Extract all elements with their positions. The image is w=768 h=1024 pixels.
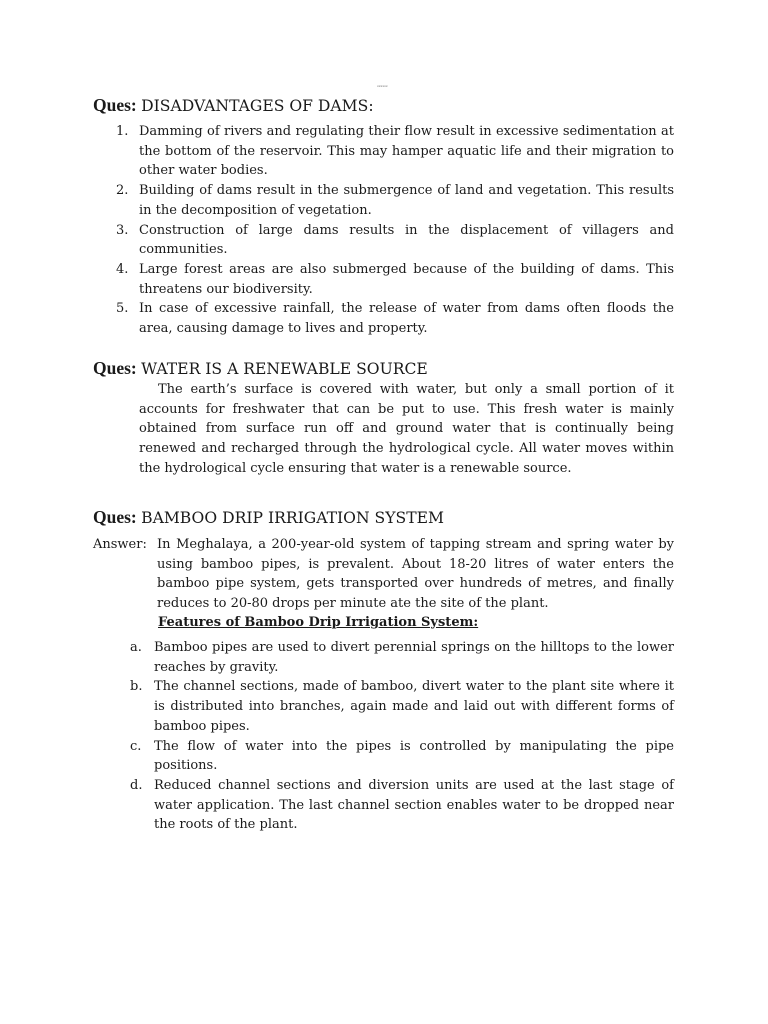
heading-title: WATER IS A RENEWABLE SOURCE xyxy=(141,360,428,378)
list-item xyxy=(116,181,674,220)
renewable-paragraph: The earth’s surface is covered with water, but only a small portion of it accounts for freshwater that can be put to use. This fresh water is mainly obtained from surface run off and ground water that is continually being renewed and recharged through the hydrological cycle. All water moves within the hydrological cycle ensuring that water is a renewable source. xyxy=(139,382,674,476)
list-item-text: Reduced channel sections and diversion units are used at the last stage of water application. The last channel section enables water to be dropped near the roots of the plant. xyxy=(154,777,674,833)
list-item-text: The flow of water into the pipes is controlled by manipulating the pipe positions. xyxy=(154,738,674,774)
list-marker: b. xyxy=(130,679,143,695)
list-marker: a. xyxy=(130,640,142,655)
answer-label: Answer: xyxy=(93,537,147,552)
section-heading-disadvantages xyxy=(93,95,374,116)
features-heading: Features of Bamboo Drip Irrigation System: xyxy=(158,615,479,630)
list-marker: c. xyxy=(130,738,142,754)
heading-prefix: Ques: xyxy=(93,95,137,115)
list-marker: d. xyxy=(130,777,143,793)
heading-title: BAMBOO DRIP IRRIGATION SYSTEM xyxy=(141,509,444,527)
list-marker: 4. xyxy=(116,261,129,277)
list-item-text: Large forest areas are also submerged because of the building of dams. This threatens our biodiversity. xyxy=(139,261,674,297)
list-item xyxy=(130,677,674,736)
disadvantages-list xyxy=(116,122,674,339)
list-item xyxy=(116,260,674,299)
list-item xyxy=(116,221,674,260)
list-item xyxy=(130,638,674,677)
header-mark: xxxxxx xyxy=(377,84,388,88)
list-marker: 3. xyxy=(116,222,129,238)
list-marker: 1. xyxy=(116,124,129,139)
section-heading-renewable xyxy=(93,358,428,379)
section-heading-bamboo xyxy=(93,507,444,528)
features-list xyxy=(130,638,674,835)
list-item xyxy=(130,737,674,776)
list-item xyxy=(130,776,674,835)
list-item-text: In case of excessive rainfall, the release of water from dams often floods the area, causing damage to lives and property. xyxy=(139,301,674,337)
list-item xyxy=(116,299,674,338)
list-item-text: Damming of rivers and regulating their flow result in excessive sedimentation at the bottom of the reservoir. This may hamper aquatic life and their migration to other water bodies. xyxy=(139,124,674,179)
list-item-text: The channel sections, made of bamboo, divert water to the plant site where it is distributed into branches, again made and laid out with different forms of bamboo pipes. xyxy=(154,679,674,734)
heading-title: DISADVANTAGES OF DAMS: xyxy=(141,97,374,115)
list-marker: 5. xyxy=(116,301,129,317)
list-item-text: Building of dams result in the submergence of land and vegetation. This results in the decomposition of vegetation. xyxy=(139,183,674,218)
list-item-text: Construction of large dams results in the displacement of villagers and communities. xyxy=(139,222,674,258)
answer-text: In Meghalaya, a 200-year-old system of tapping stream and spring water by using bamboo pipes, is prevalent. About 18-20 litres of water enters the bamboo pipe system, gets transported over hundreds of metres, and finally reduces to 20-80 drops per minute ate the site of the plant. xyxy=(157,537,674,612)
list-item xyxy=(116,122,674,181)
list-marker: 2. xyxy=(116,183,129,199)
list-item-text: Bamboo pipes are used to divert perennial springs on the hilltops to the lower reaches by gravity. xyxy=(154,640,674,675)
heading-prefix: Ques: xyxy=(93,358,137,378)
heading-prefix: Ques: xyxy=(93,507,137,527)
